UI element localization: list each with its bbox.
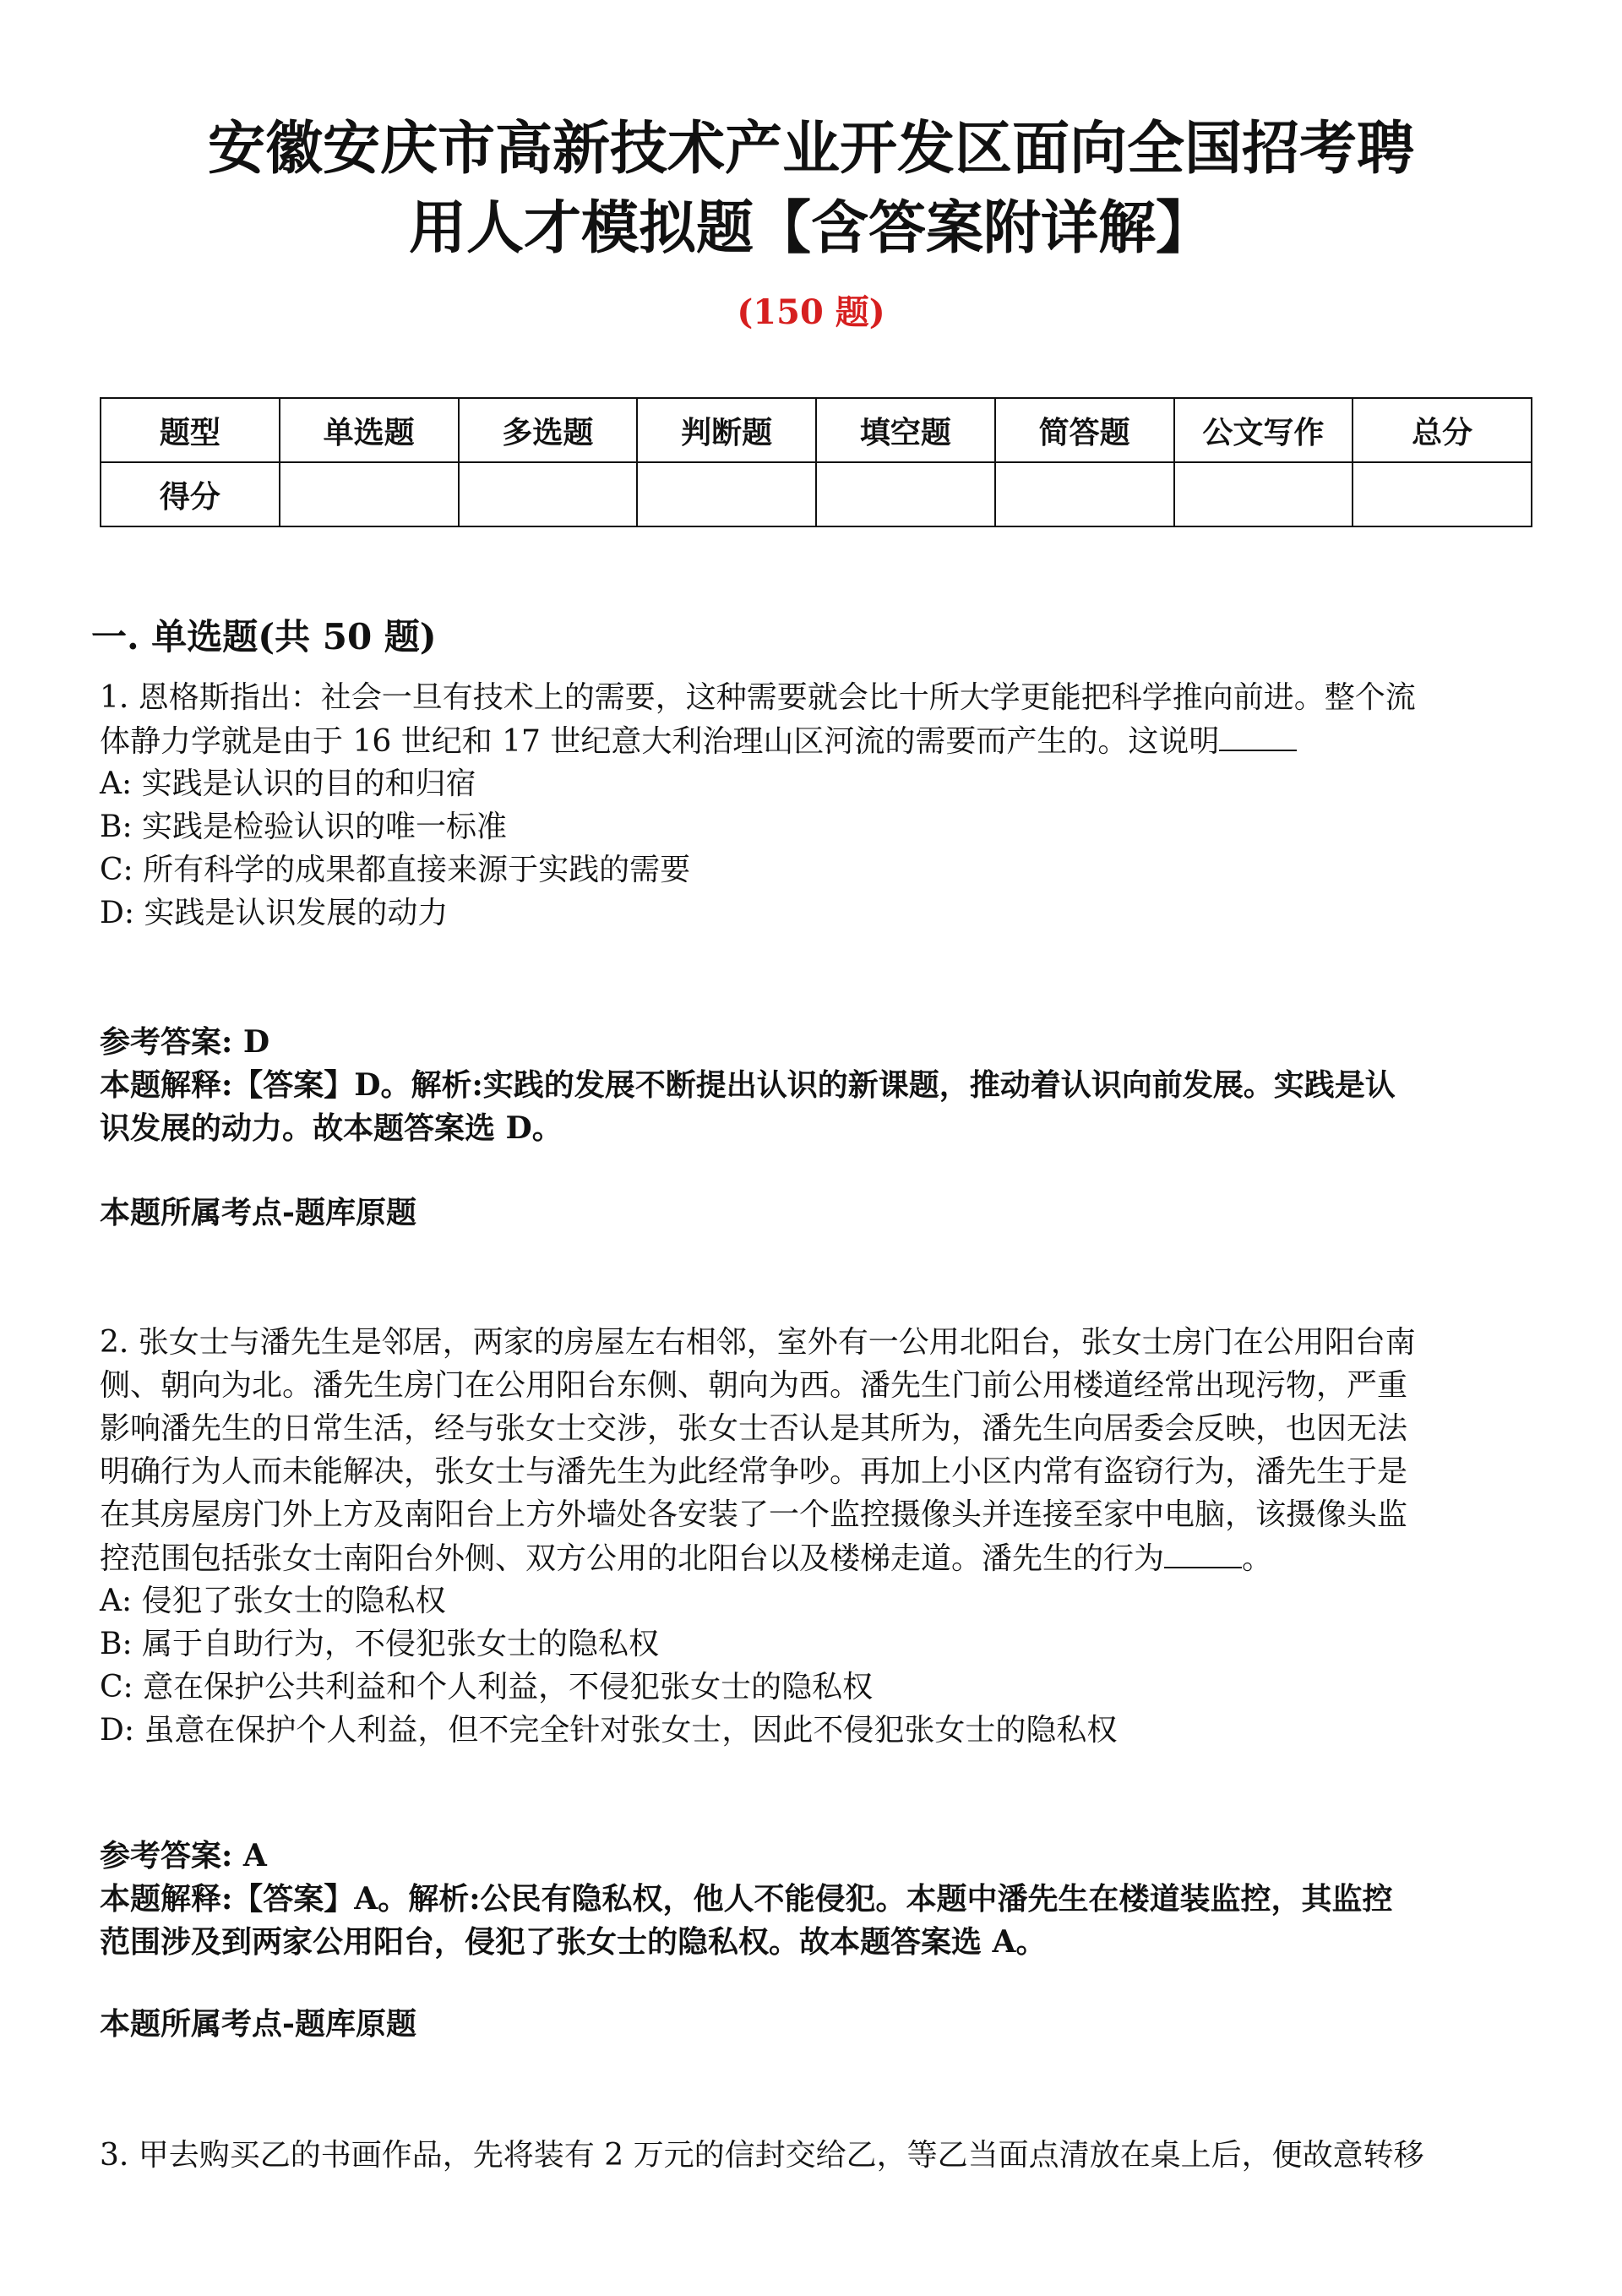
- question-1-option-d: D: 实践是认识发展的动力: [100, 896, 449, 930]
- score-row-label: 得分: [101, 462, 280, 526]
- table-header-cell: 公文写作: [1174, 398, 1353, 462]
- score-table-score-row: [101, 462, 1532, 526]
- question-1-stem-line1: 1. 恩格斯指出：社会一旦有技术上的需要，这种需要就会比十所大学更能把科学推向前进。整个流: [100, 680, 1416, 715]
- question-2-stem-line1: 2. 张女士与潘先生是邻居，两家的房屋左右相邻，室外有一公用北阳台，张女士房门在公用阳台南: [100, 1325, 1416, 1360]
- score-cell: [1174, 462, 1353, 526]
- question-2-option-c: C: 意在保护公共利益和个人利益，不侵犯张女士的隐私权: [100, 1670, 874, 1704]
- question-2-option-a: A: 侵犯了张女士的隐私权: [100, 1584, 446, 1618]
- score-cell: [995, 462, 1174, 526]
- question-1-answer: 参考答案: D: [100, 1024, 270, 1060]
- question-2-stem-line3: 影响潘先生的日常生活，经与张女士交涉，张女士否认是其所为，潘先生向居委会反映，也因无法: [100, 1411, 1408, 1446]
- question-3-stem-line1: 3. 甲去购买乙的书画作品，先将装有 2 万元的信封交给乙，等乙当面点清放在桌上后，便故意转移: [100, 2138, 1424, 2173]
- score-cell: [280, 462, 459, 526]
- table-header-cell: 简答题: [995, 398, 1174, 462]
- table-header-cell: 总分: [1353, 398, 1532, 462]
- question-2-stem-line2: 侧、朝向为北。潘先生房门在公用阳台东侧、朝向为西。潘先生门前公用楼道经常出现污物，严重: [100, 1368, 1408, 1403]
- question-1-stem-line2: [100, 719, 1527, 763]
- score-table: [100, 397, 1532, 527]
- table-header-cell: 多选题: [459, 398, 638, 462]
- question-1-explanation-line2: 识发展的动力。故本题答案选 D。: [100, 1110, 563, 1146]
- answer-blank: [1164, 1536, 1242, 1568]
- question-1-source: 本题所属考点-题库原题: [100, 1195, 416, 1230]
- question-2-stem-line4: 明确行为人而未能解决，张女士与潘先生为此经常争吵。再加上小区内常有盗窃行为，潘先生于是: [100, 1454, 1408, 1489]
- question-count: (150 题): [737, 292, 885, 332]
- score-cell: [816, 462, 995, 526]
- score-cell: [459, 462, 638, 526]
- question-2-source: 本题所属考点-题库原题: [100, 2006, 416, 2042]
- table-header-cell: 题型: [101, 398, 280, 462]
- question-2-stem-end: 。: [1242, 1541, 1273, 1576]
- question-2-explanation-line2: 范围涉及到两家公用阳台，侵犯了张女士的隐私权。故本题答案选 A。: [100, 1924, 1047, 1960]
- question-2-stem-text: 控范围包括张女士南阳台外侧、双方公用的北阳台以及楼梯走道。潘先生的行为: [100, 1541, 1165, 1576]
- section-title: 一. 单选题(共 50 题): [91, 616, 437, 657]
- question-1-option-a: A: 实践是认识的目的和归宿: [100, 766, 476, 801]
- table-header-cell: 填空题: [816, 398, 995, 462]
- question-1-explanation-line1: 本题解释:【答案】D。解析:实践的发展不断提出认识的新课题，推动着认识向前发展。实践是认: [100, 1067, 1396, 1103]
- table-header-cell: 判断题: [637, 398, 816, 462]
- answer-blank: [1219, 719, 1297, 751]
- question-2-option-b: B: 属于自助行为，不侵犯张女士的隐私权: [100, 1627, 660, 1661]
- question-2-stem-line5: 在其房屋房门外上方及南阳台上方外墙处各安装了一个监控摄像头并连接至家中电脑，该摄像头监: [100, 1497, 1408, 1532]
- document-title-line1: 安徽安庆市高新技术产业开发区面向全国招考聘: [207, 115, 1414, 183]
- document-title-line2: 用人才模拟题【含答案附详解】: [408, 194, 1213, 262]
- question-2-option-d: D: 虽意在保护个人利益，但不完全针对张女士，因此不侵犯张女士的隐私权: [100, 1713, 1118, 1748]
- question-2-stem-line6: [100, 1536, 1527, 1580]
- score-table-header-row: [101, 398, 1532, 462]
- question-2-explanation-line1: 本题解释:【答案】A。解析:公民有隐私权，他人不能侵犯。本题中潘先生在楼道装监控，其监控: [100, 1881, 1393, 1917]
- score-cell: [637, 462, 816, 526]
- question-1-option-b: B: 实践是检验认识的唯一标准: [100, 810, 508, 844]
- question-1-stem-text: 体静力学就是由于 16 世纪和 17 世纪意大利治理山区河流的需要而产生的。这说明: [100, 724, 1220, 759]
- question-1-option-c: C: 所有科学的成果都直接来源于实践的需要: [100, 853, 691, 887]
- table-header-cell: 单选题: [280, 398, 459, 462]
- score-cell: [1353, 462, 1532, 526]
- question-2-answer: 参考答案: A: [100, 1838, 267, 1873]
